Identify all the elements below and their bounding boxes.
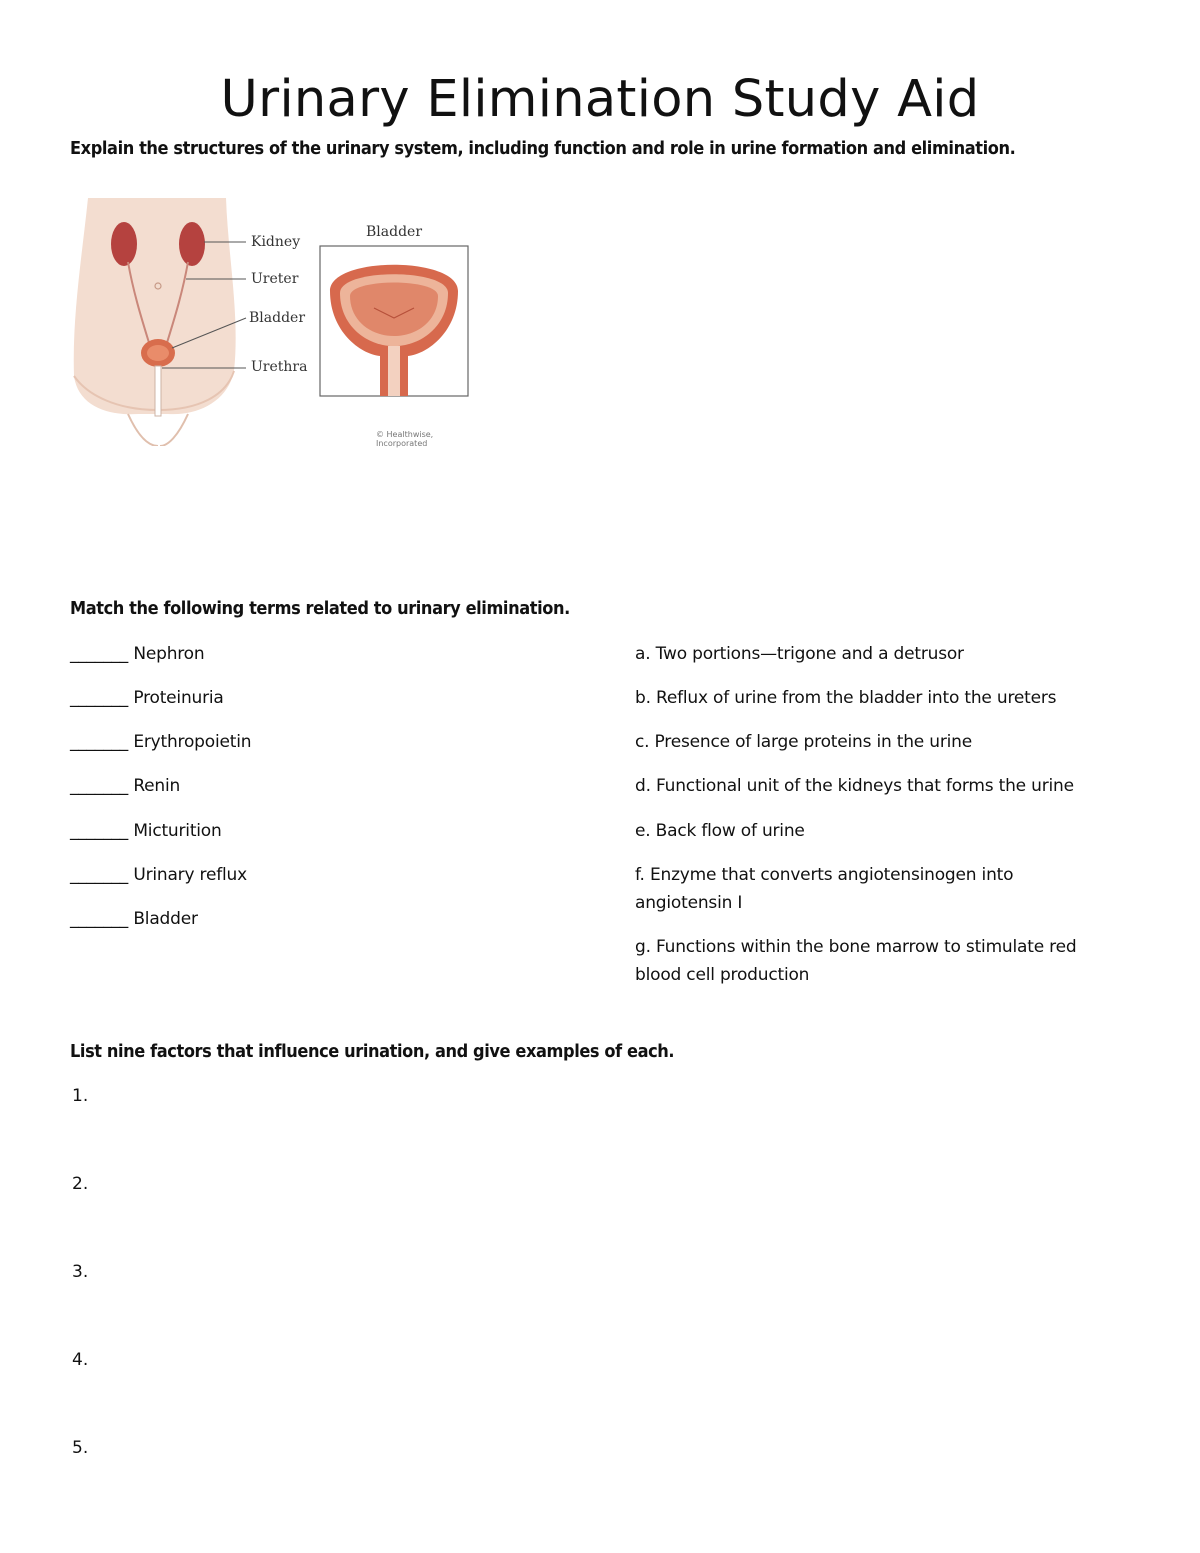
definition-item: c. Presence of large proteins in the urine [635, 732, 972, 752]
definition-item: f. Enzyme that converts angiotensinogen into angiotensin I [635, 865, 1014, 913]
definition-item: g. Functions within the bone marrow to stimulate red blood cell production [635, 937, 1077, 985]
image-credit: © Healthwise, Incorporated [376, 430, 434, 448]
term-label: Renin [133, 776, 181, 796]
term-row [70, 732, 251, 752]
answer-blank[interactable]: _______ [70, 909, 129, 929]
list-item-number: 5. [72, 1438, 89, 1458]
urinary-system-illustration [68, 196, 480, 446]
term-label: Proteinuria [133, 688, 224, 708]
answer-blank[interactable]: _______ [70, 776, 129, 796]
definition-item: a. Two portions—trigone and a detrusor [635, 644, 964, 664]
term-label: Urinary reflux [133, 865, 247, 885]
term-row [70, 821, 222, 841]
list-item-number: 3. [72, 1262, 89, 1282]
answer-blank[interactable]: _______ [70, 644, 129, 664]
definition-item: e. Back flow of urine [635, 821, 805, 841]
definition-item: b. Reflux of urine from the bladder into the ureters [635, 688, 1057, 708]
definition-item: d. Functional unit of the kidneys that forms the urine [635, 776, 1074, 796]
answer-blank[interactable]: _______ [70, 688, 129, 708]
term-label: Bladder [133, 909, 198, 929]
term-row [70, 644, 204, 664]
term-label: Nephron [133, 644, 205, 664]
label-ureter: Ureter [251, 271, 299, 287]
term-label: Erythropoietin [133, 732, 252, 752]
answer-blank[interactable]: _______ [70, 865, 129, 885]
page-title: Urinary Elimination Study Aid [220, 70, 980, 129]
answer-blank[interactable]: _______ [70, 821, 129, 841]
list-item-number: 4. [72, 1350, 89, 1370]
section-heading-factors: List nine factors that influence urination, and give examples of each. [70, 1041, 675, 1062]
term-row [70, 776, 180, 796]
term-row [70, 688, 224, 708]
list-item-number: 2. [72, 1174, 89, 1194]
term-row [70, 865, 247, 885]
term-row [70, 909, 198, 929]
answer-blank[interactable]: _______ [70, 732, 129, 752]
label-kidney: Kidney [251, 234, 301, 250]
section-heading-structures: Explain the structures of the urinary system, including function and role in urine formation and elimination. [70, 138, 1016, 159]
term-label: Micturition [133, 821, 222, 841]
label-bladder: Bladder [249, 310, 306, 326]
inset-title-bladder: Bladder [366, 224, 423, 240]
label-urethra: Urethra [251, 359, 308, 375]
section-heading-matching: Match the following terms related to urinary elimination. [70, 598, 570, 619]
list-item-number: 1. [72, 1086, 89, 1106]
